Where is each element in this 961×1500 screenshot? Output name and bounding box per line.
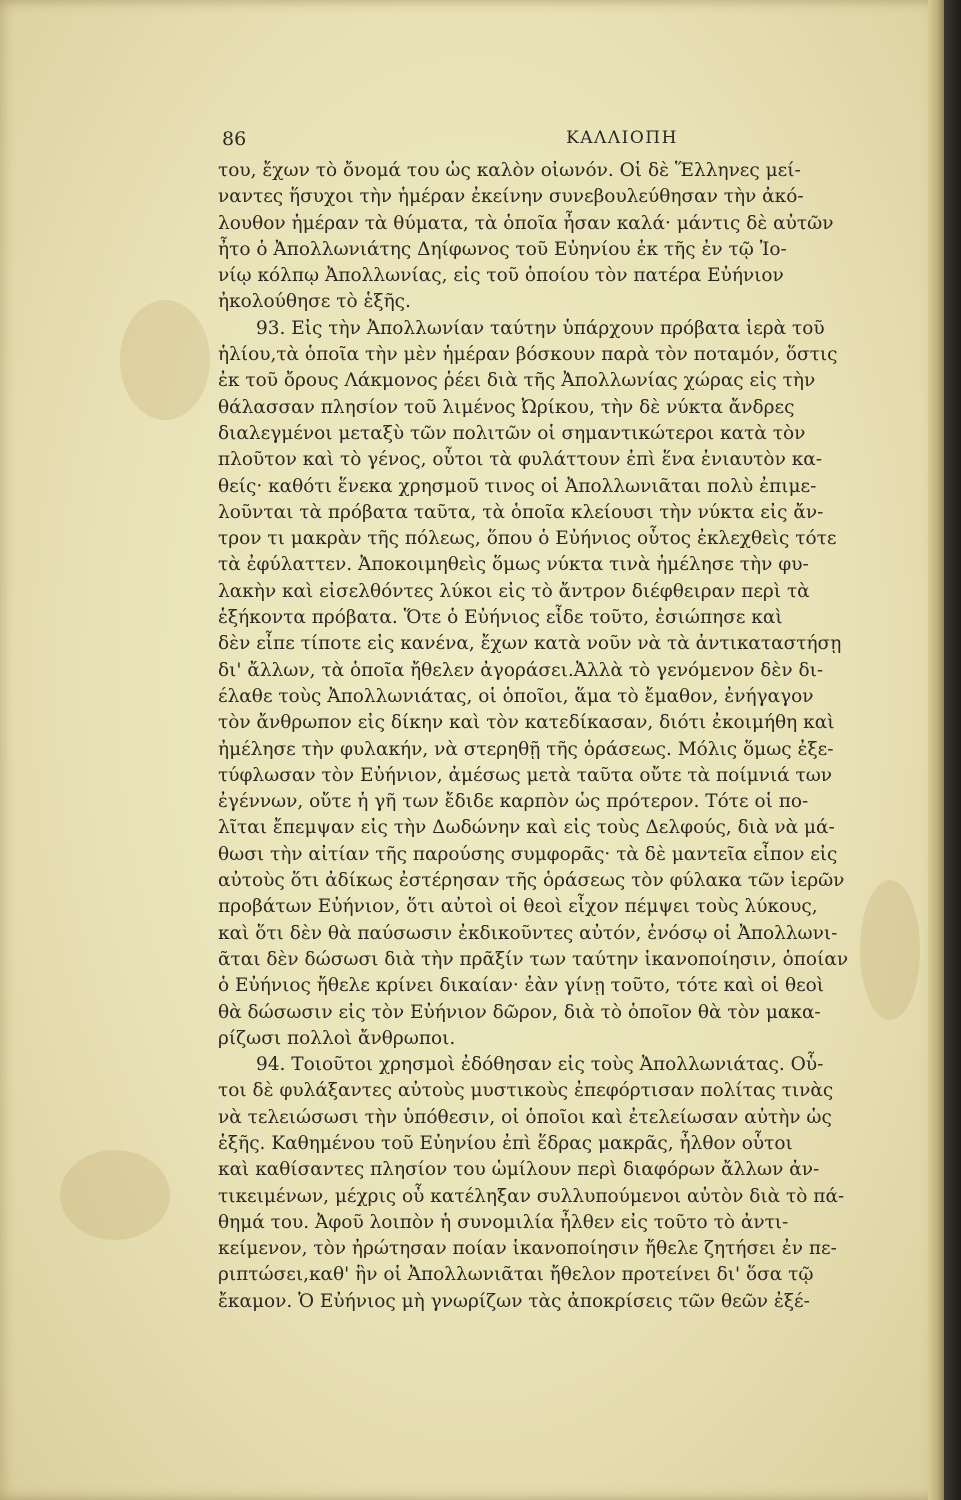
text-line: νίῳ κόλπῳ Ἀπολλωνίας, εἰς τοῦ ὁποίου τὸν πατέρα Εὐήνιον: [218, 265, 784, 287]
text-line: τύφλωσαν τὸν Εὐήνιον, ἀμέσως μετὰ ταῦτα οὔτε τὰ ποίμνιά των: [218, 764, 833, 786]
paper-stain: [60, 1150, 170, 1240]
text-line: προβάτων Εὐήνιον, ὅτι αὐτοὶ οἱ θεοὶ εἶχον πέμψει τοὺς λύκους,: [218, 896, 818, 918]
text-line: ὁ Εὐήνιος ἤθελε κρίνει δικαίαν· ἐὰν γίνῃ τοῦτο, τότε καὶ οἱ θεοὶ: [218, 975, 825, 997]
paragraph-start-94: 94. Τοιοῦτοι χρησμοὶ ἐδόθησαν εἰς τοὺς Ἀπολλωνιάτας. Οὗ-: [256, 1054, 824, 1076]
text-line: ναντες ἥσυχοι τὴν ἡμέραν ἐκείνην συνεβουλεύθησαν τὴν ἀκό-: [218, 186, 804, 208]
text-line: καὶ καθίσαντες πλησίον του ὡμίλουν περὶ διαφόρων ἄλλων ἀν-: [218, 1159, 820, 1181]
body-text: [218, 158, 930, 1315]
text-line: ᾶται δὲν δώσωσι διὰ τὴν πρᾶξίν των ταύτην ἱκανοποίησιν, ὁποίαν: [218, 948, 849, 970]
text-line: λουθον ἡμέραν τὰ θύματα, τὰ ὁποῖα ἦσαν καλά· μάντις δὲ αὐτῶν: [218, 212, 834, 234]
text-line: τὰ ἐφύλαττεν. Ἀποκοιμηθεὶς ὅμως νύκτα τινὰ ἠμέλησε τὴν φυ-: [218, 554, 809, 576]
text-line: τρον τι μακρὰν τῆς πόλεως, ὅπου ὁ Εὐήνιος οὗτος ἐκλεχθεὶς τότε: [218, 528, 837, 550]
text-line: ἔκαμον. Ὁ Εὐήνιος μὴ γνωρίζων τὰς ἀποκρίσεις τῶν θεῶν ἐξέ-: [218, 1290, 810, 1312]
text-line: λοῦνται τὰ πρόβατα ταῦτα, τὰ ὁποῖα κλείουσι τὴν νύκτα εἰς ἄν-: [218, 501, 824, 523]
text-line: θὰ δώσωσιν εἰς τὸν Εὐήνιον δῶρον, διὰ τὸ ὁποῖον θὰ τὸν μακα-: [218, 1001, 821, 1023]
paragraph-start-93: 93. Εἰς τὴν Ἀπολλωνίαν ταύτην ὑπάρχουν πρόβατα ἱερὰ τοῦ: [256, 317, 825, 339]
text-line: ἑξήκοντα πρόβατα. Ὅτε ὁ Εὐήνιος εἶδε τοῦτο, ἐσιώπησε καὶ: [218, 607, 783, 629]
text-line: ἐκ τοῦ ὄρους Λάκμονος ῥέει διὰ τῆς Ἀπολλωνίας χώρας εἰς τὴν: [218, 370, 816, 392]
text-line: ἠκολούθησε τὸ ἑξῆς.: [218, 291, 411, 313]
page-header: [222, 128, 912, 152]
text-line: τοι δὲ φυλάξαντες αὐτοὺς μυστικοὺς ἐπεφόρτισαν πολίτας τινὰς: [218, 1080, 834, 1102]
text-line: τὸν ἄνθρωπον εἰς δίκην καὶ τὸν κατεδίκασαν, διότι ἐκοιμήθη καὶ: [218, 712, 835, 734]
text-line: θωσι τὴν αἰτίαν τῆς παρούσης συμφορᾶς· τὰ δὲ μαντεῖα εἶπον εἰς: [218, 843, 838, 865]
text-line: νὰ τελειώσωσι τὴν ὑπόθεσιν, οἱ ὁποῖοι καὶ ἐτελείωσαν αὐτὴν ὡς: [218, 1106, 832, 1128]
paper-stain: [120, 300, 210, 420]
text-line: θείς· καθότι ἕνεκα χρησμοῦ τινος οἱ Ἀπολλωνιᾶται πολὺ ἐπιμε-: [218, 475, 817, 497]
text-line: του, ἔχων τὸ ὄνομά του ὡς καλὸν οἰωνόν. Οἱ δὲ Ἕλληνες μεί-: [218, 160, 801, 181]
book-binding: [944, 0, 961, 1500]
text-line: καὶ ὅτι δὲν θὰ παύσωσιν ἐκδικοῦντες αὐτόν, ἐνόσῳ οἱ Ἀπολλωνι-: [218, 922, 838, 944]
text-line: ἐγέννων, οὔτε ἡ γῆ των ἔδιδε καρπὸν ὡς πρότερον. Τότε οἱ πο-: [218, 791, 809, 813]
text-line: ἑξῆς. Καθημένου τοῦ Εὐηνίου ἐπὶ ἕδρας μακρᾶς, ἦλθον οὗτοι: [218, 1132, 793, 1154]
text-line: δὲν εἶπε τίποτε εἰς κανένα, ἔχων κατὰ νοῦν νὰ τὰ ἀντικαταστήσῃ: [218, 633, 842, 655]
text-line: κείμενον, τὸν ἠρώτησαν ποίαν ἱκανοποίησιν ἤθελε ζητήσει ἐν πε-: [218, 1238, 837, 1260]
text-line: αὐτοὺς ὅτι ἀδίκως ἐστέρησαν τῆς ὁράσεως τὸν φύλακα τῶν ἱερῶν: [218, 870, 845, 892]
text-line: διαλεγμένοι μεταξὺ τῶν πολιτῶν οἱ σημαντικώτεροι κατὰ τὸν: [218, 422, 806, 444]
text-line: έλαθε τοὺς Ἀπολλωνιάτας, οἱ ὁποῖοι, ἅμα τὸ ἔμαθον, ἐνήγαγον: [218, 685, 814, 707]
page-edge: [928, 0, 944, 1500]
text-line: θημά του. Ἀφοῦ λοιπὸν ἡ συνομιλία ἦλθεν εἰς τοῦτο τὸ ἀντι-: [218, 1211, 789, 1233]
page-number: 86: [222, 128, 247, 150]
text-line: ρίζωσι πολλοὶ ἄνθρωποι.: [218, 1027, 456, 1049]
text-line: πλοῦτον καὶ τὸ γένος, οὗτοι τὰ φυλάττουν ἐπὶ ἕνα ἐνιαυτὸν κα-: [218, 449, 822, 471]
text-line: δι' ἄλλων, τὰ ὁποῖα ἤθελεν ἀγοράσει.Ἀλλὰ τὸ γενόμενον δὲν δι-: [218, 659, 824, 681]
text-line: ἠμέλησε τὴν φυλακήν, νὰ στερηθῇ τῆς ὁράσεως. Μόλις ὅμως ἐξε-: [218, 738, 834, 760]
text-line: ἦτο ὁ Ἀπολλωνιάτης Δηίφωνος τοῦ Εὐηνίου ἐκ τῆς ἐν τῷ Ἰο-: [218, 238, 787, 260]
text-line: ριπτώσει,καθ' ἣν οἱ Ἀπολλωνιᾶται ἤθελον προτείνει δι' ὅσα τῷ: [218, 1264, 814, 1286]
text-line: ἡλίου,τὰ ὁποῖα τὴν μὲν ἡμέραν βόσκουν παρὰ τὸν ποταμόν, ὅστις: [218, 344, 838, 366]
text-line: λῖται ἔπεμψαν εἰς τὴν Δωδώνην καὶ εἰς τοὺς Δελφούς, διὰ νὰ μά-: [218, 817, 835, 839]
running-title: ΚΑΛΛΙΟΠΗ: [566, 128, 678, 148]
text-line: τικειμένων, μέχρις οὗ κατέληξαν συλλυπούμενοι αὐτὸν διὰ τὸ πά-: [218, 1185, 845, 1207]
text-line: λακὴν καὶ εἰσελθόντες λύκοι εἰς τὸ ἄντρον διέφθειραν περὶ τὰ: [218, 580, 810, 602]
text-line: θάλασσαν πλησίον τοῦ λιμένος Ὠρίκου, τὴν δὲ νύκτα ἄνδρες: [218, 396, 795, 418]
